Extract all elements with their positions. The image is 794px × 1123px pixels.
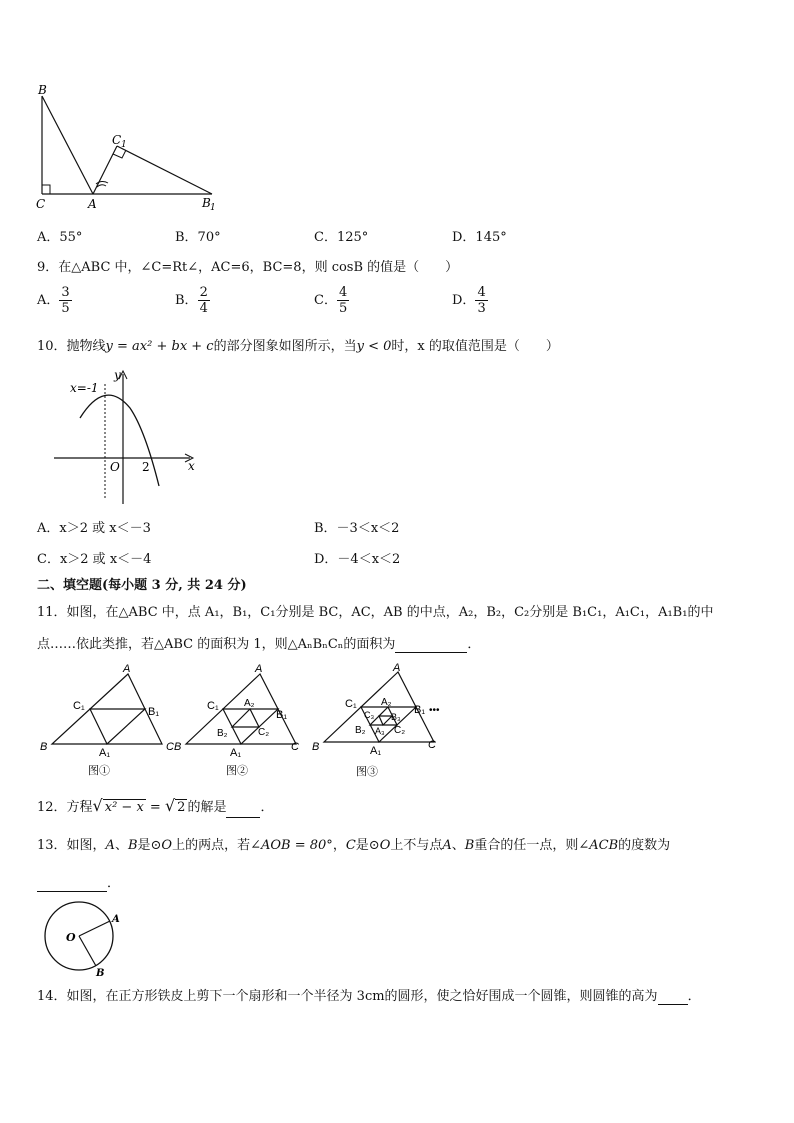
q10-option-a[interactable]: A．x＞2 或 x＜－3 [37,521,151,536]
q13-sep-2: 、 [451,838,465,853]
fig3-label-c1: C₁ [345,698,357,710]
label-y-axis: y [114,368,121,382]
q9-option-d-label: D． [452,293,476,308]
q12-tail: 的解是 [187,800,227,815]
q13-point-c: C [345,838,356,853]
q10-stem [37,339,559,355]
q11-line2-text: 点……依此类推，若△ABC 的面积为 1，则△AₙBₙCₙ的面积为 [37,637,396,652]
vertex-label-b1: B [202,196,211,210]
q10-formula: y = ax² + bx + c [105,339,214,354]
vertex-label-c1: C [112,133,122,147]
q9-option-c-label: C． [314,293,337,308]
vertex-label-c1-sub: 1 [121,140,127,150]
fraction-denominator: 5 [338,301,348,316]
section-heading-fill-in: 二、填空题(每小题 3 分, 共 24 分) [37,578,247,593]
label-root-two: 2 [142,460,150,474]
q12-end: ． [260,800,274,815]
fig2-label-a2: A₂ [244,698,255,709]
q13-circle-o: O [161,838,173,853]
vertex-label-c: C [36,197,46,211]
q12-radicand: x² − x [104,800,144,815]
q8-option-b[interactable]: B．70° [175,230,221,245]
q12-rhs: 2 [177,800,186,815]
q8-option-a[interactable]: A．55° [37,230,83,245]
fig2-label-a1: A₁ [230,747,242,759]
q11-line2 [37,637,480,653]
q9-stem: 9．在△ABC 中，∠C=Rt∠，AC=6，BC=8，则 cosB 的值是（ ） [37,260,459,275]
fig3-label-a2: A₂ [381,697,392,708]
q13-label-b: B [96,968,105,978]
q10-condition: y < 0 [356,339,392,354]
figure-q11-3 [308,660,456,780]
figure-q11-1 [38,662,178,780]
q13-mid1: 是⊙ [137,838,162,853]
q13-answer-line [37,876,120,892]
vertex-label-a: A [88,197,97,211]
q9-option-a[interactable] [37,285,72,316]
q13-sep: 、 [114,838,128,853]
q13-point-b-2: B [464,838,475,853]
fig1-label-c: C [166,741,174,753]
fig3-label-b: B [312,741,320,753]
sqrt-sign: √ [92,796,103,815]
fig1-label-a1: A₁ [99,747,111,759]
fig1-caption: 图① [88,764,110,777]
q13-mid4: 是⊙ [355,838,380,853]
fig2-label-c2: C₂ [258,727,270,738]
label-origin: O [110,460,120,474]
q8-option-d[interactable]: D．145° [452,230,507,245]
q13-circle-o-2: O [379,838,391,853]
q14-answer-blank[interactable] [658,990,688,1005]
q9-option-a-fraction [59,285,71,316]
q10-option-d[interactable]: D．－4＜x＜2 [314,552,401,567]
vertex-label-b: B [38,83,47,97]
fraction-denominator: 3 [477,301,486,316]
fig2-label-a: A [255,663,263,675]
q9-option-d-fraction [475,285,487,316]
q10-option-c[interactable]: C．x＞2 或 x＜－4 [37,552,152,567]
figure-q13-circle [36,898,126,978]
fraction-numerator: 4 [338,285,348,300]
q10-stem-part-a: 10．抛物线 [37,339,106,354]
fig2-label-c: C [291,741,299,753]
label-axis-of-symmetry: x=-1 [70,381,99,395]
q9-option-b-fraction [198,285,210,316]
fig1-label-a: A [123,663,131,675]
q13-mid5: 上不与点 [390,838,443,853]
q9-option-b-label: B． [175,293,198,308]
q9-option-d[interactable] [452,285,488,316]
q9-option-c[interactable] [314,285,349,316]
fig3-label-ellipsis: ••• [429,705,440,716]
fraction-denominator: 4 [199,301,208,316]
q13-point-a-2: A [442,838,452,853]
fig3-label-a1: A₁ [370,745,382,757]
q13-stem [37,838,670,854]
q13-mid3: ， [332,838,346,853]
q11-tail: ． [467,637,481,652]
q10-option-b[interactable]: B．－3＜x＜2 [314,521,400,536]
fig2-label-b2: B₂ [217,728,228,739]
q11-answer-blank[interactable] [395,638,467,653]
fig2-label-b: B [174,741,182,753]
q9-option-a-label: A． [37,293,60,308]
q9-option-b[interactable] [175,285,210,316]
q12-answer-blank[interactable] [226,803,260,818]
fraction-numerator: 2 [199,285,208,300]
q13-label-o: O [66,931,76,944]
fraction-numerator: 3 [61,285,70,300]
q13-answer-blank[interactable] [37,877,107,892]
q13-end: 的度数为 [618,838,671,853]
label-x-axis: x [188,459,195,473]
q14-text: 14．如图，在正方形铁皮上剪下一个扇形和一个半径为 3cm的圆形，使之恰好围成一个圆锥，则圆锥的高为 [37,989,658,1004]
q10-stem-part-b: 的部分图象如图所示，当 [213,339,357,354]
fig3-label-c3: C₃ [364,710,375,720]
fig3-label-c: C [428,739,436,751]
fraction-denominator: 5 [61,301,70,316]
fig2-label-b1: B₁ [276,709,288,721]
q14-stem [37,989,701,1005]
q13-angle-acb: ∠ACB [578,838,619,853]
sqrt-sign: √ [164,796,176,815]
fig3-label-b1: B₁ [414,704,426,716]
q13-lead: 13．如图， [37,838,106,853]
q13-angle-aob: ∠AOB = 80° [250,838,333,853]
q13-point-a: A [105,838,115,853]
q14-end: ． [687,989,701,1004]
q12-lead: 12．方程 [37,800,93,815]
vertex-label-b1-sub: 1 [210,203,216,213]
q9-option-c-fraction [337,285,349,316]
q13-tail: ． [107,876,121,891]
q10-stem-part-c: 时，x 的取值范围是（ ） [391,339,559,354]
fig2-label-c1: C₁ [207,700,219,712]
q8-option-c[interactable]: C．125° [314,230,369,245]
q13-mid6: 重合的任一点，则 [474,838,579,853]
q13-label-a: A [112,914,120,925]
fig3-label-c2: C₂ [394,725,406,736]
q12-stem [37,796,273,816]
fig2-caption: 图② [226,764,248,777]
figure-q8-triangle [30,80,230,215]
fig3-label-a: A [393,662,401,674]
figure-q10-parabola [50,368,200,508]
fig3-label-b3: B₃ [391,712,401,722]
fig3-label-a3: A₃ [375,726,385,736]
fig3-label-b2: B₂ [355,725,366,736]
figure-q11-2 [172,662,312,780]
q13-point-b: B [127,838,138,853]
fig1-label-b1: B₁ [148,706,160,718]
fig1-label-c1: C₁ [73,700,85,712]
q12-equals: = [145,800,165,815]
q13-mid2: 上的两点，若 [172,838,251,853]
fig3-caption: 图③ [356,765,378,778]
q11-line1: 11．如图，在△ABC 中，点 A₁，B₁，C₁分别是 BC，AC，AB 的中点，A₂，B₂，C₂分别是 B₁C₁，A₁C₁，A₁B₁的中 [37,605,714,620]
fig1-label-b: B [40,741,48,753]
fraction-numerator: 4 [477,285,486,300]
